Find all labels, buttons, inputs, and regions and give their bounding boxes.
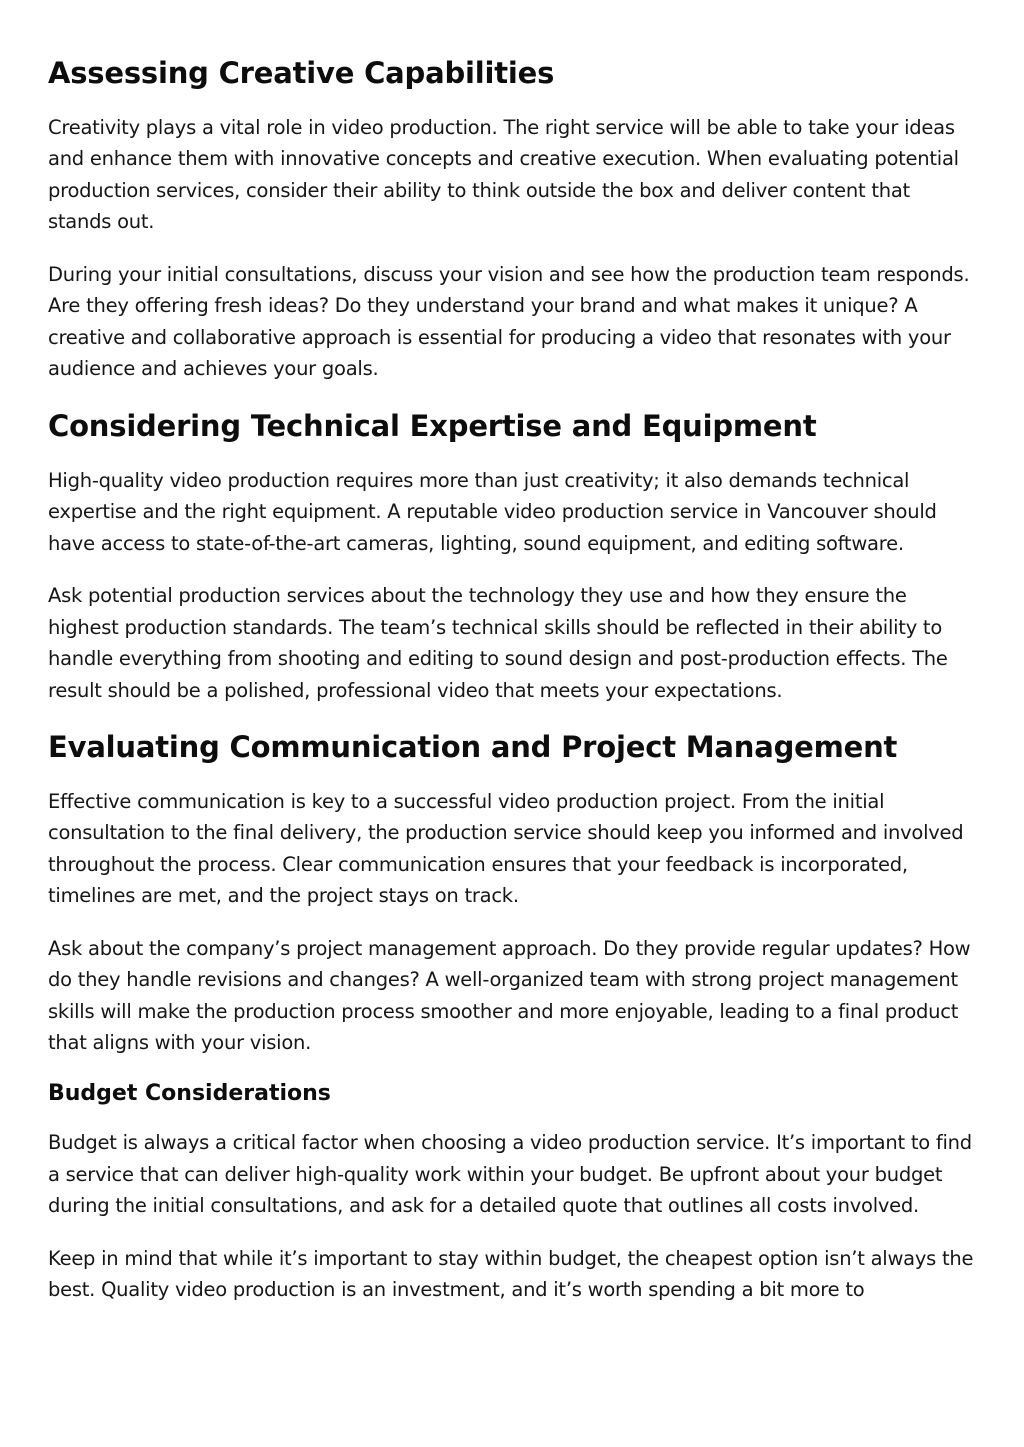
section-paragraph: Keep in mind that while it’s important to stay within budget, the cheapest option isn’t always the best. Quality video production is an investment, and it’s worth spending a bit more to <box>48 1246 974 1302</box>
section-paragraph: Budget is always a critical factor when choosing a video production service. It’s important to find a service that can deliver high-quality work within your budget. Be upfront about your budget during the initial consultations, and ask for a detailed quote that outlines all costs involved. <box>48 1131 972 1218</box>
section-heading-creative: Assessing Creative Capabilities <box>48 56 555 90</box>
section-paragraph: Ask about the company’s project management approach. Do they provide regular updates? How do they handle revisions and changes? A well-organized team with strong project management skills will make the production process smoother and more enjoyable, leading to a final product that aligns with your vision. <box>48 936 971 1055</box>
section-paragraph: During your initial consultations, discuss your vision and see how the production team responds. Are they offering fresh ideas? Do they understand your brand and what makes it unique? A creative and collaborative approach is essential for producing a video that resonates with your audience and achieves your goals. <box>48 262 970 381</box>
section-heading-communication: Evaluating Communication and Project Management <box>48 730 898 765</box>
section-paragraph: Ask potential production services about the technology they use and how they ensure the highest production standards. The team’s technical skills should be reflected in their ability to handle everything from shooting and editing to sound design and post-production effects. The result should be a polished, professional video that meets your expectations. <box>48 584 948 702</box>
section-paragraph: Creativity plays a vital role in video production. The right service will be able to take your ideas and enhance them with innovative concepts and creative execution. When evaluating potential production services, consider their ability to think outside the box and deliver content that stands out. <box>48 115 959 234</box>
section-heading-budget: Budget Considerations <box>48 1080 331 1106</box>
section-paragraph: Effective communication is key to a successful video production project. From the initial consultation to the final delivery, the production service should keep you informed and involved throughout the process. Clear communication ensures that your feedback is incorporated, timelines are met, and the project stays on track. <box>48 789 964 908</box>
section-heading-technical: Considering Technical Expertise and Equipment <box>48 408 817 443</box>
section-paragraph: High-quality video production requires more than just creativity; it also demands technical expertise and the right equipment. A reputable video production service in Vancouver should have access to state-of-the-art cameras, lighting, sound equipment, and editing software. <box>48 468 937 555</box>
